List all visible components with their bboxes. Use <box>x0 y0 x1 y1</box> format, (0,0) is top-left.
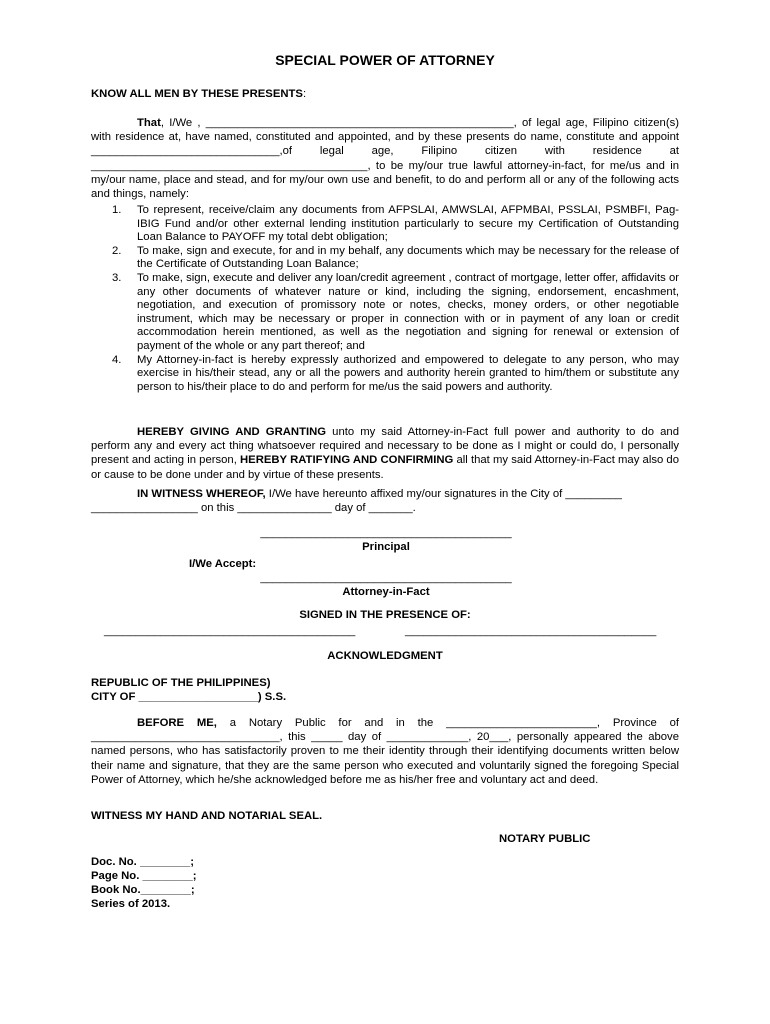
principal-signature-line: ________________________________________ <box>260 527 512 539</box>
granting-paragraph <box>91 425 679 482</box>
series: Series of 2013. <box>91 898 171 910</box>
doc-no: Doc. No. ________; <box>91 856 194 868</box>
list-item-text: To make, sign, execute and deliver any loan/credit agreement , contract of mortgage, letter offer, affidavits or any other documents of whatever nature or kind, including the signing, endorsement, encashment, negotiation, and execution of promissory note or notes, checks, money orders, or other negotiable instrument, which may be necessary or proper in connection with or in payment of any loan or credit accommodation herein mentioned, as well as the negotiation and signing for renewal or extension of payment of the whole or any part thereof; and <box>137 271 679 352</box>
witness-signature-line-right: ________________________________________ <box>405 625 657 637</box>
book-no: Book No.________; <box>91 884 195 896</box>
granting-text-1: unto my said Attorney-in-Fact full power and authority to do and perform any and every act thing whatsoever required and necessary to be done as I might or could do, I personally present and acting in person, <box>91 426 679 467</box>
notary-paragraph-text: a Notary Public for and in the ________________________, Province of ______________________________, this _____ day of _____________, 20___, personally appeared the above named persons, who has satisfactorily proven to me their identity through their identifying documents written below their name and signature, that they are the same person who executed and voluntarily signed the foregoing Special Power of Attorney, which he/she acknowledged before me as his/her free and voluntary act and deed. <box>91 717 679 786</box>
document-title: SPECIAL POWER OF ATTORNEY <box>275 52 495 68</box>
principal-label: Principal <box>362 541 410 553</box>
list-item-number: 2. <box>112 244 122 257</box>
intro-colon: : <box>302 88 307 100</box>
list-item-text: To make, sign and execute, for and in my behalf, any documents which may be necessary for the release of the Certificate of Outstanding Loan Balance; <box>137 244 679 271</box>
page-no: Page No. ________; <box>91 870 197 882</box>
attorney-signature-line: ________________________________________ <box>260 572 512 584</box>
hereby-giving-label: HEREBY GIVING AND GRANTING <box>137 426 327 438</box>
acknowledgment-heading: ACKNOWLEDGMENT <box>327 650 443 662</box>
witness-hand-line: WITNESS MY HAND AND NOTARIAL SEAL. <box>91 810 323 822</box>
list-item-number: 1. <box>112 204 122 216</box>
list-item <box>91 204 679 245</box>
witness-paragraph <box>91 487 679 515</box>
powers-list <box>91 204 679 394</box>
intro-line <box>91 87 679 101</box>
list-item <box>91 354 679 395</box>
list-item-number: 3. <box>112 271 122 284</box>
iwe-accept-label: I/We Accept: <box>189 558 257 570</box>
opening-paragraph-text: , I/We , _________________________________________________, of legal age, Filipino citizen(s) with residence at, have named, constituted and appointed, and by these presents do name, constitute and appoint ______________________________,of legal age, Filipino citizen with residence at ____________________________________________, to be my/our true lawful attorney-in-fact, for me/us and in my/our name, place and stead, and for my/our own use and benefit, to do and perform all or any of the following acts and things, namely: <box>91 117 679 201</box>
list-item <box>91 245 679 272</box>
city-of-line: CITY OF ___________________) S.S. <box>91 691 287 703</box>
witness-signature-line-left: ________________________________________ <box>104 625 356 637</box>
before-me-label: BEFORE ME, <box>137 717 217 729</box>
notary-public-label: NOTARY PUBLIC <box>499 833 591 845</box>
attorney-in-fact-label: Attorney-in-Fact <box>342 586 430 598</box>
witness-text: I/We have hereunto affixed my/our signatures in the City of _________ _________________ on this _______________ day of _______. <box>91 488 622 515</box>
list-item-number: 4. <box>112 353 122 366</box>
republic-line: REPUBLIC OF THE PHILIPPINES) <box>91 677 271 689</box>
hereby-ratifying-label: HEREBY RATIFYING AND CONFIRMING <box>240 454 454 467</box>
notary-paragraph <box>91 716 679 787</box>
in-witness-label: IN WITNESS WHEREOF, <box>137 488 266 500</box>
signed-presence-heading: SIGNED IN THE PRESENCE OF: <box>299 609 471 621</box>
that-label: That <box>137 117 161 129</box>
granting-text-2: all that my said Attorney-in-Fact may also do or cause to be done under and by virtue of these presents. <box>91 454 679 481</box>
list-item-text: To represent, receive/claim any documents from AFPSLAI, AMWSLAI, AFPMBAI, PSSLAI, PSMBFI, Pag-IBIG Fund and/or other external lending institution particularly to secure my Certification of Outstanding Loan Balance to PAYOFF my total debt obligation; <box>137 204 679 244</box>
opening-paragraph <box>91 116 679 201</box>
list-item-text: My Attorney-in-fact is hereby expressly authorized and empowered to delegate to any person, who may exercise in his/their stead, any or all the powers and authority herein granted to him/them or substitute any person to his/their place to do and perform for me/us the said powers and authority. <box>137 353 679 393</box>
intro-text: KNOW ALL MEN BY THESE PRESENTS <box>91 88 303 100</box>
list-item <box>91 272 679 354</box>
